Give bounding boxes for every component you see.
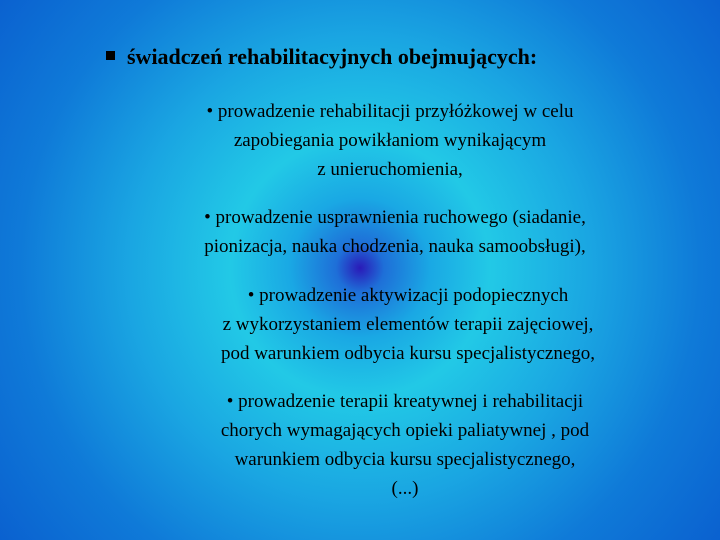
- list-item-line: pionizacja, nauka chodzenia, nauka samoobsługi),: [204, 236, 586, 257]
- list-item-line: • prowadzenie aktywizacji podopiecznych: [247, 285, 569, 306]
- square-bullet-icon: [106, 51, 115, 60]
- list-item-line: (...): [391, 478, 419, 499]
- slide-heading: [106, 44, 537, 70]
- list-item-line: z unieruchomienia,: [317, 159, 463, 180]
- list-item-line: pod warunkiem odbycia kursu specjalistycznego,: [220, 343, 596, 364]
- list-item-line: • prowadzenie terapii kreatywnej i rehabilitacji: [226, 391, 584, 412]
- list-item: [158, 281, 658, 368]
- list-item-line: zapobiegania powikłaniom wynikającym: [233, 130, 547, 151]
- list-item-line: chorych wymagających opieki paliatywnej , pod: [220, 420, 590, 441]
- list-item: [160, 387, 650, 503]
- list-item-line: warunkiem odbycia kursu specjalistycznego,: [234, 449, 576, 470]
- list-item: [140, 203, 650, 261]
- list-item-line: z wykorzystaniem elementów terapii zajęciowej,: [222, 314, 594, 335]
- list-item-line: • prowadzenie rehabilitacji przyłóżkowej w celu: [206, 101, 574, 122]
- list-item-line: • prowadzenie usprawnienia ruchowego (siadanie,: [204, 207, 586, 228]
- list-item: [140, 97, 640, 184]
- heading-text: świadczeń rehabilitacyjnych obejmujących:: [127, 44, 538, 69]
